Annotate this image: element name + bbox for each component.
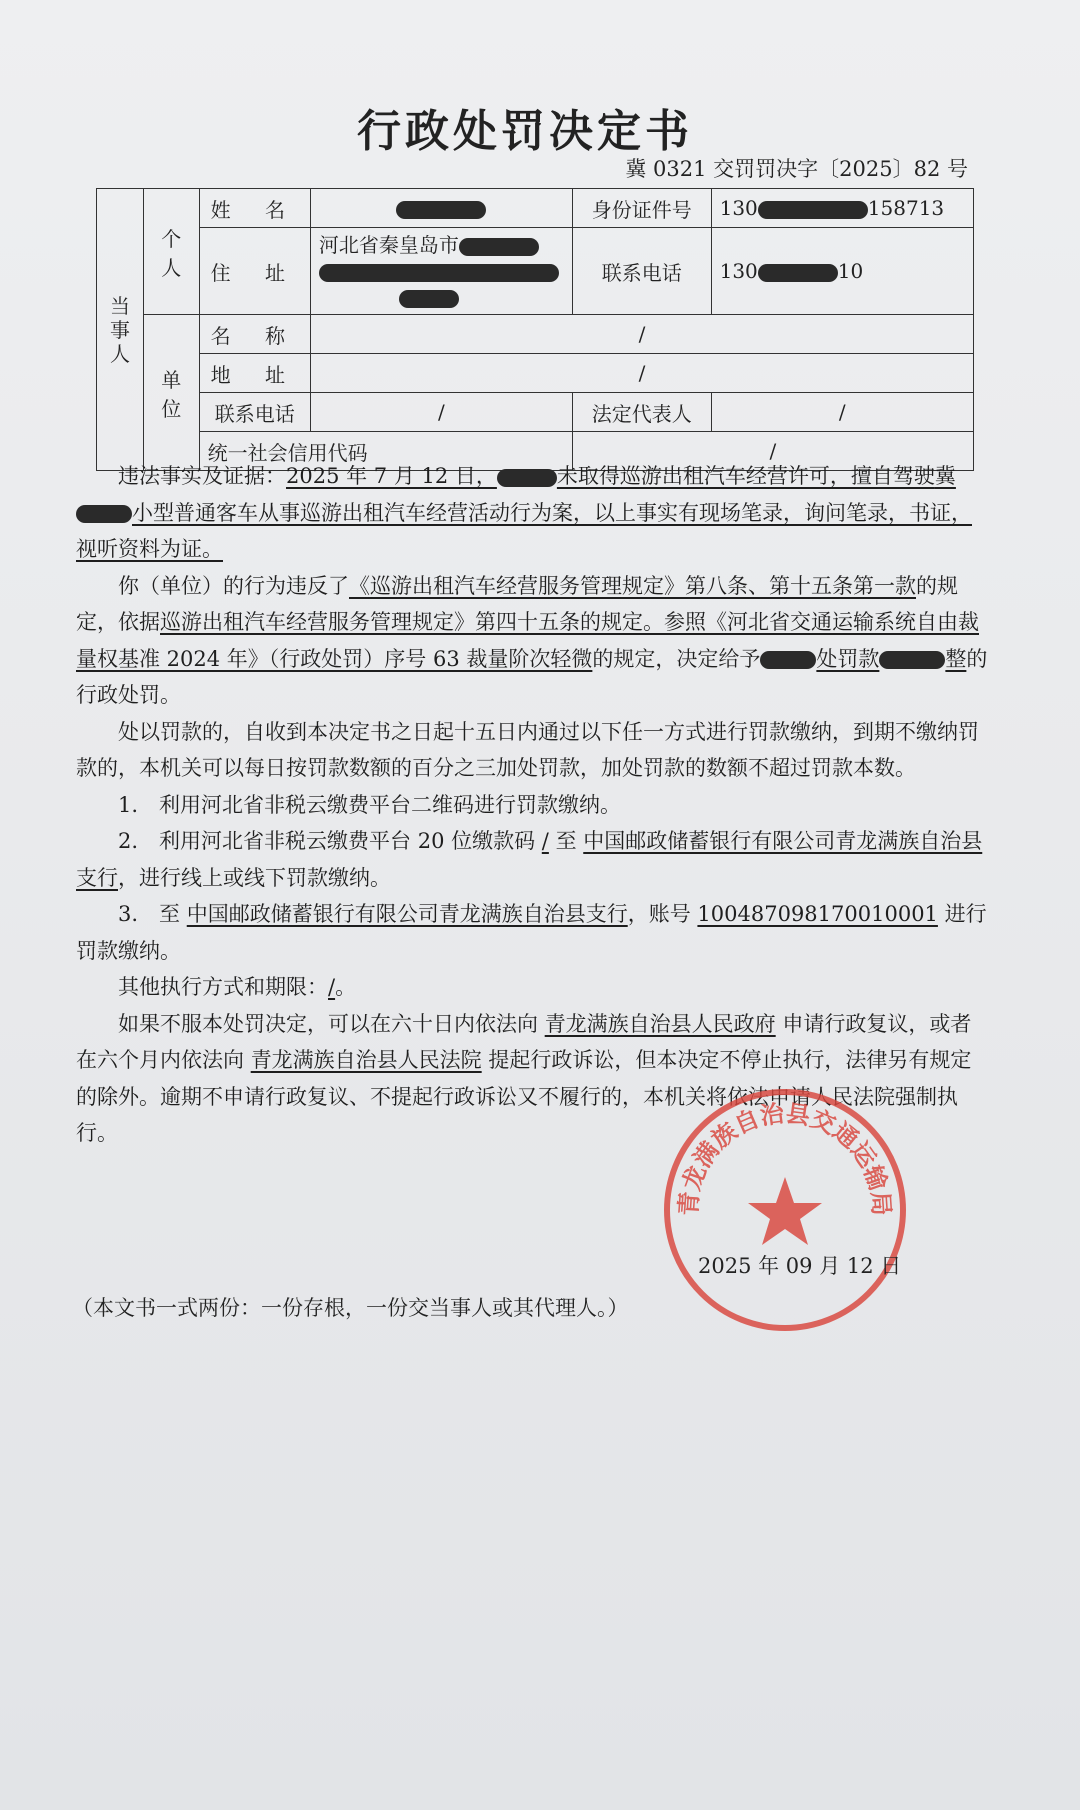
- address-value: 河北省秦皇岛市: [310, 228, 572, 315]
- redacted-plate: [76, 505, 132, 523]
- unit-name-label: 名 称: [199, 315, 310, 354]
- name-label: 姓 名: [199, 189, 310, 228]
- violation-paragraph: 你（单位）的行为违反了《巡游出租汽车经营服务管理规定》第八条、第十五条第一款的规定，依据巡游出租汽车经营服务管理规定》第四十五条的规定。参照《河北省交通运输系统自由裁量权基准 2024 年》（行政处罚）序号 63 裁量阶次轻微的规定，决定给予 处罚款 整的行政处罚。: [76, 573, 988, 707]
- credit-code-value: /: [572, 432, 973, 471]
- other-enforcement: 其他执行方式和期限：/。: [118, 975, 357, 999]
- decision-body: [76, 458, 990, 1152]
- id-label: 身份证件号: [572, 189, 711, 228]
- redacted-party-name: [497, 469, 557, 487]
- facts-paragraph: 违法事实及证据：2025 年 7 月 12 日， 未取得巡游出租汽车经营许可，擅自驾驶冀小型普通客车从事巡游出租汽车经营活动行为案，以上事实有现场笔录，询问笔录，书证，视听资料为证。: [76, 464, 972, 561]
- name-value: [310, 189, 572, 228]
- legal-rep-label: 法定代表人: [572, 393, 711, 432]
- party-label: 当事人: [97, 189, 144, 471]
- document-number: 冀 0321 交罚罚决字〔2025〕82 号: [625, 157, 968, 181]
- unit-address-value: /: [310, 354, 973, 393]
- redacted-address: [459, 238, 539, 256]
- payment-paragraph: 处以罚款的，自收到本决定书之日起十五日内通过以下任一方式进行罚款缴纳，到期不缴纳罚款的，本机关可以每日按罚款数额的百分之三加处罚款，加处罚款的数额不超过罚款本数。: [76, 719, 979, 780]
- individual-label: 个人: [143, 189, 199, 315]
- svg-text:青龙满族自治县交通运输局: 青龙满族自治县交通运输局: [674, 1099, 896, 1217]
- official-seal-icon: [660, 1085, 910, 1335]
- payment-method-1: 1. 利用河北省非税云缴费平台二维码进行罚款缴纳。: [118, 792, 622, 817]
- id-value: 130 158713: [711, 189, 973, 228]
- unit-phone-value: /: [310, 393, 572, 432]
- redacted-name: [396, 201, 486, 219]
- unit-name-value: /: [310, 315, 973, 354]
- copies-note: （本文书一式两份：一份存根，一份交当事人或其代理人。）: [72, 1296, 629, 1320]
- issue-date: 2025 年 09 月 12 日: [698, 1254, 902, 1278]
- redacted-fine-amount: [879, 651, 945, 669]
- unit-phone-label: 联系电话: [199, 393, 310, 432]
- redacted-phone: [758, 264, 838, 282]
- phone-label: 联系电话: [572, 228, 711, 315]
- document-title: 行政处罚决定书: [357, 106, 693, 157]
- address-label: 住 址: [199, 228, 310, 315]
- payment-method-3: 3. 至 中国邮政储蓄银行有限公司青龙满族自治县支行，账号 100487098170010001 进行罚款缴纳。: [76, 902, 987, 963]
- payment-method-2: 2. 利用河北省非税云缴费平台 20 位缴款码 / 至 中国邮政储蓄银行有限公司青龙满族自治县支行，进行线上或线下罚款缴纳。: [76, 829, 983, 890]
- unit-label: 单位: [143, 315, 199, 471]
- legal-rep-value: /: [711, 393, 973, 432]
- party-info-table: [96, 188, 974, 471]
- redacted-id: [758, 201, 868, 219]
- phone-value: 130 10: [711, 228, 973, 315]
- unit-address-label: 地 址: [199, 354, 310, 393]
- credit-code-label: 统一社会信用代码: [199, 432, 572, 471]
- appeal-paragraph: 如果不服本处罚决定，可以在六十日内依法向 青龙满族自治县人民政府 申请行政复议，或者在六个月内依法向 青龙满族自治县人民法院 提起行政诉讼，但本决定不停止执行，法律另有规定的除外。逾期不申请行政复议、不提起行政诉讼又不履行的，本机关将依法申请人民法院强制执行。: [76, 1011, 972, 1145]
